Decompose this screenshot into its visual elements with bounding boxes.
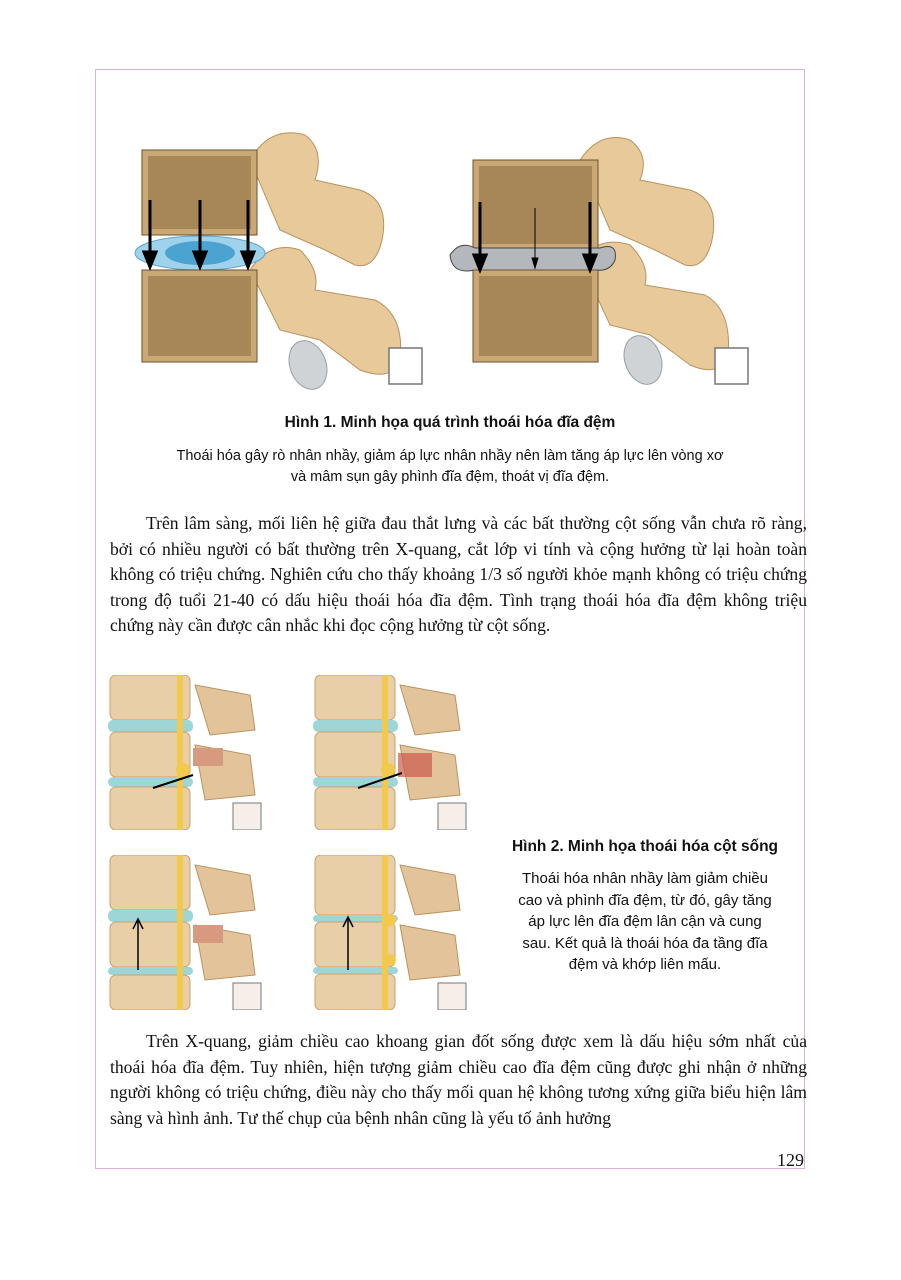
degenerated-disc-illustration — [440, 120, 760, 395]
page-number: 129 — [777, 1150, 804, 1170]
body-paragraph-2 — [110, 1029, 807, 1131]
figure-1-caption — [95, 446, 805, 488]
figure-2-caption-line: Thoái hóa nhân nhầy làm giảm chiều — [522, 870, 768, 887]
figure-2-caption-line: đệm và khớp liên mấu. — [568, 956, 722, 973]
figure-2-title: Hình 2. Minh họa thoái hóa cột sống — [511, 838, 779, 855]
figure-1-illustration — [120, 120, 780, 400]
spine-panel-2 — [310, 675, 468, 830]
paragraph-text: Trên X-quang, giảm chiều cao khoang gian đốt sống được xem là dấu hiệu sớm nhất của thoái hóa đĩa đệm. Tuy nhiên, hiện tượng giảm chiều cao đĩa đệm cũng được ghi nhận ở những người không có triệu chứng, điều này cho thấy mối quan hệ không tương xứng giữa biểu hiện lâm sàng và hình ảnh. Tư thế chụp của bệnh nhân cũng là yếu tố ảnh hưởng — [110, 1031, 807, 1128]
spine-panel-4 — [310, 855, 468, 1010]
normal-disc-illustration — [120, 120, 440, 395]
paragraph-text: Trên lâm sàng, mối liên hệ giữa đau thắt lưng và các bất thường cột sống vẫn chưa rõ ràng, bởi có nhiều người có bất thường trên X-quang, cắt lớp vi tính và cộng hưởng từ lại hoàn toàn không có triệu chứng. Nghiên cứu cho thấy khoảng 1/3 số người khỏe mạnh không có triệu chứng trong độ tuổi 21-40 có dấu hiệu thoái hóa đĩa đệm. Tình trạng thoái hóa đĩa đệm không triệu chứng này cần được cân nhắc khi đọc cộng hưởng từ cột sống. — [110, 513, 807, 635]
figure-2-caption-line: cao và phình đĩa đệm, từ đó, gây tăng — [518, 891, 772, 909]
body-paragraph-1 — [110, 511, 807, 639]
figure-2-illustration — [105, 675, 470, 1010]
spine-panel-3 — [105, 855, 263, 1010]
figure-1-title: Hình 1. Minh họa quá trình thoái hóa đĩa đệm — [284, 414, 616, 431]
figure-1-caption-line: Thoái hóa gây rò nhân nhầy, giảm áp lực nhân nhầy nên làm tăng áp lực lên vòng xơ — [176, 448, 724, 464]
figure-2-caption-line: sau. Kết quả là thoái hóa đa tầng đĩa — [522, 934, 768, 952]
spine-panel-1 — [105, 675, 263, 830]
figure-2-caption — [490, 868, 800, 976]
figure-2-caption-line: áp lực lên đĩa đệm lân cận và cung — [528, 913, 762, 930]
figure-1-caption-line: và mâm sụn gây phình đĩa đệm, thoát vị đĩa đệm. — [290, 469, 610, 485]
